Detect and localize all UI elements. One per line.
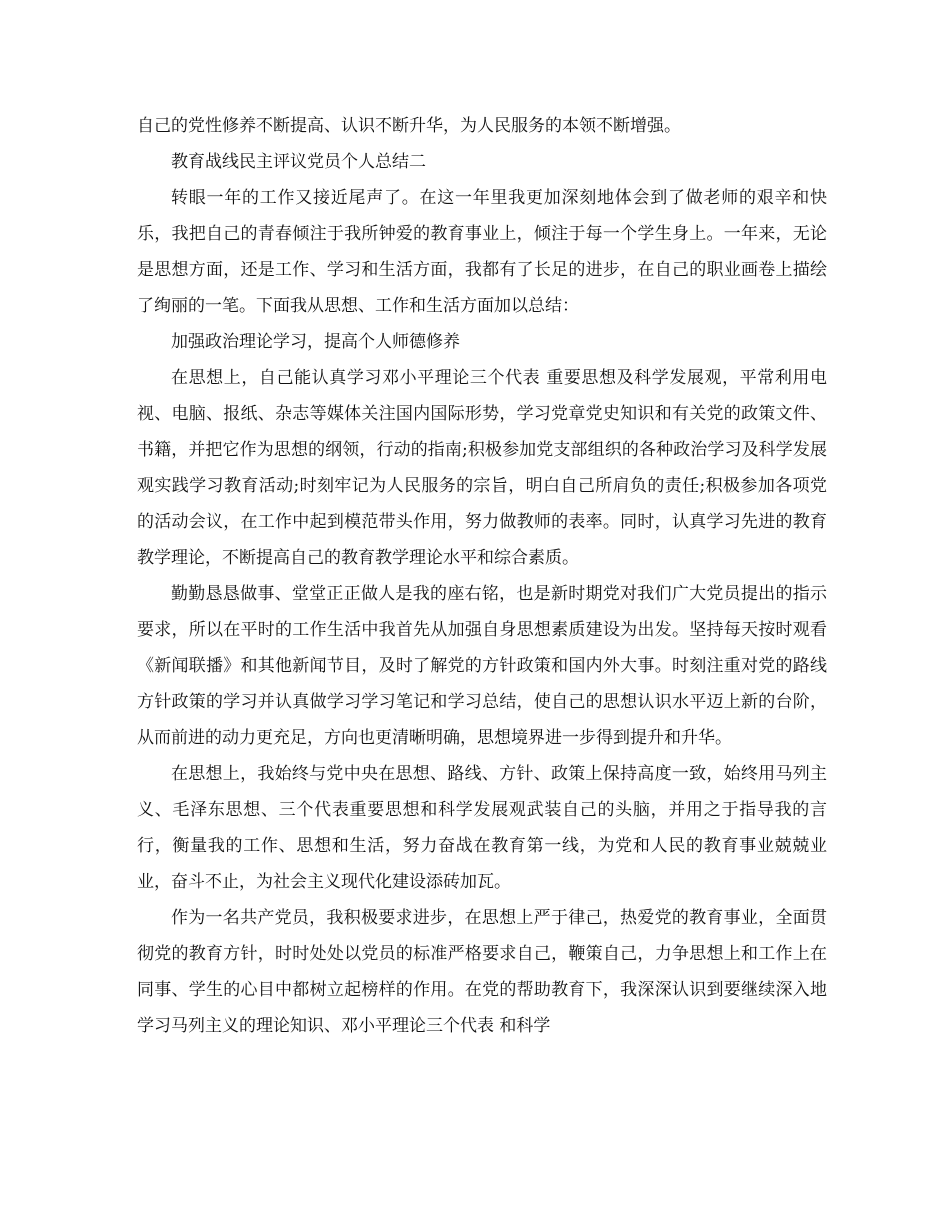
paragraph-motto: 勤勤恳恳做事、堂堂正正做人是我的座右铭，也是新时期党对我们广大党员提出的指示要求，所以在平时的工作生活中我首先从加强自身思想素质建设为出发。坚持每天按时观看《新闻联播》和其他新闻节目，及时了解党的方针政策和国内外大事。时刻注重对党的路线方针政策的学习并认真做学习学习笔记和学习总结，使自己的思想认识水平迈上新的台阶，从而前进的动力更充足，方向也更清晰明确，思想境界进一步得到提升和升华。 — [137, 584, 827, 748]
paragraph-thought-study: 在思想上，自己能认真学习邓小平理论三个代表 重要思想及科学发展观，平常利用电视、电脑、报纸、杂志等媒体关注国内国际形势，学习党章党史知识和有关党的政策文件、书籍，并把它作为思想的纲领，行动的指南;积极参加党支部组织的各种政治学习及科学发展观实践学习教育活动;时刻牢记为人民服务的宗旨，明白自己所肩负的责任;积极参加各项党的活动会议，在工作中起到模范带头作用，努力做教师的表率。同时，认真学习先进的教育教学理论，不断提高自己的教育教学理论水平和综合素质。 — [137, 368, 827, 568]
document-body — [137, 108, 827, 1044]
paragraph-intro: 转眼一年的工作又接近尾声了。在这一年里我更加深刻地体会到了做老师的艰辛和快乐，我把自己的青春倾注于我所钟爱的教育事业上，倾注于每一个学生身上。一年来，无论是思想方面，还是工作、学习和生活方面，我都有了长足的进步，在自己的职业画卷上描绘了绚丽的一笔。下面我从思想、工作和生活方面加以总结： — [137, 188, 827, 316]
paragraph-party-member: 作为一名共产党员，我积极要求进步，在思想上严于律己，热爱党的教育事业，全面贯彻党的教育方针，时时处处以党员的标准严格要求自己，鞭策自己，力争思想上和工作上在同事、学生的心目中都树立起榜样的作用。在党的帮助教育下，我深深认识到要继续深入地学习马列主义的理论知识、邓小平理论三个代表 和科学 — [137, 908, 827, 1036]
section-heading-political-study: 加强政治理论学习，提高个人师德修养 — [171, 332, 460, 352]
paragraph-party-alignment: 在思想上，我始终与党中央在思想、路线、方针、政策上保持高度一致，始终用马列主义、毛泽东思想、三个代表重要思想和科学发展观武装自己的头脑，并用之于指导我的言行，衡量我的工作、思想和生活，努力奋战在教育第一线，为党和人民的教育事业兢兢业业，奋斗不止，为社会主义现代化建设添砖加瓦。 — [137, 764, 827, 892]
paragraph-continuation: 自己的党性修养不断提高、认识不断升华，为人民服务的本领不断增强。 — [137, 116, 681, 136]
section-heading-summary-two: 教育战线民主评议党员个人总结二 — [171, 152, 426, 172]
